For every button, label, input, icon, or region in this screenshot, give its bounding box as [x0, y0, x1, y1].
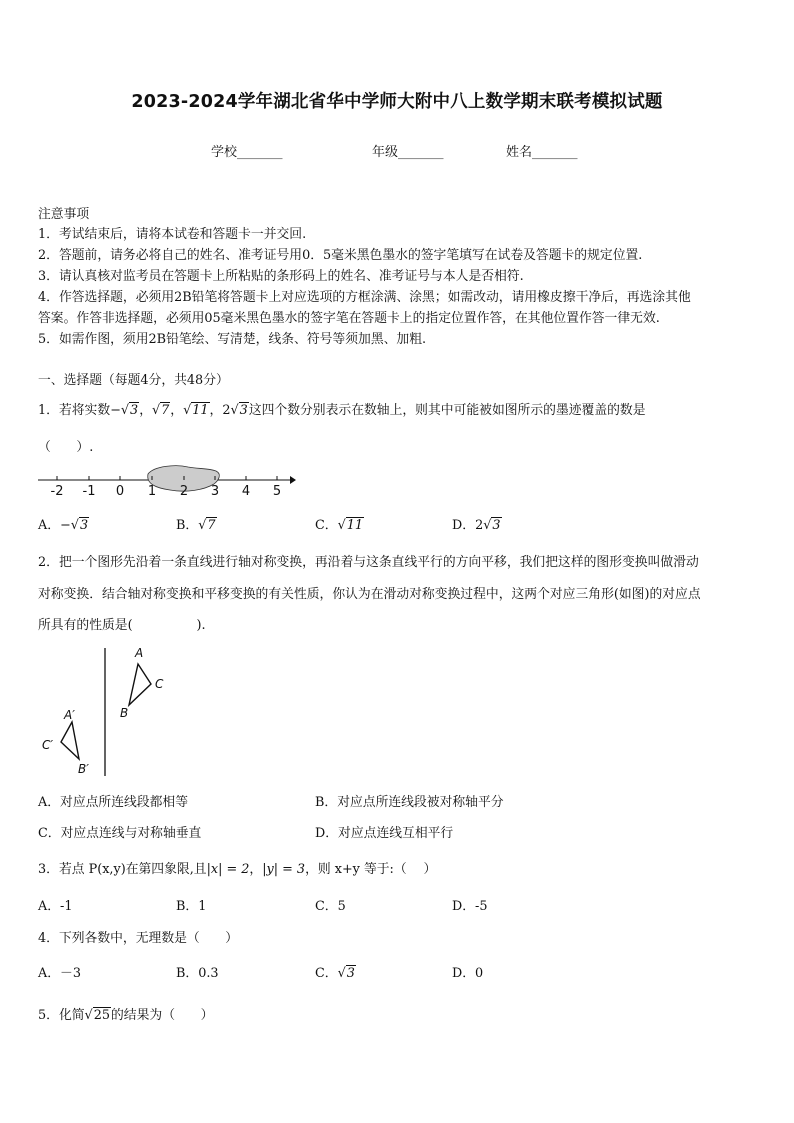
q3-option-d[interactable]: D．-5 — [452, 899, 488, 914]
q1-prefix: 1．若将实数 — [38, 403, 111, 418]
abs-x-expression: |x| = 2 — [206, 862, 250, 877]
label-a-prime: A′ — [64, 708, 75, 722]
tick-label: 0 — [115, 484, 125, 499]
q2-option-a[interactable]: A．对应点所连线段都相等 — [38, 795, 189, 810]
sqrt-expression: √3 — [120, 403, 139, 418]
notice-item: 2．答题前，请务必将自己的姓名、准考证号用0．5毫米黑色墨水的签字笔填写在试卷及答题卡的规定位置. — [38, 248, 643, 263]
q4-option-a[interactable]: A．－3 — [38, 966, 81, 981]
sqrt-expression: √7 — [151, 403, 170, 418]
q1-option-b[interactable]: B．√7 — [176, 518, 216, 533]
q2-line-3: 所具有的性质是( ). — [38, 618, 206, 633]
minus-sign: − — [110, 403, 121, 418]
q2-line-1: 2．把一个图形先沿着一条直线进行轴对称变换，再沿着与这条直线平行的方向平移，我们把这样的图形变换叫做滑动 — [38, 555, 699, 570]
triangle-abc — [129, 664, 151, 705]
tick-label: -1 — [82, 484, 96, 499]
triangle-abc-prime — [61, 722, 79, 759]
sqrt-expression: √25 — [84, 1008, 110, 1023]
page-title: 2023-2024学年湖北省华中学师大附中八上数学期末联考模拟试题 — [131, 92, 663, 112]
notice-item: 4．作答选择题，必须用2B铅笔将答题卡上对应选项的方框涂满、涂黑；如需改动，请用橡皮擦干净后，再选涂其他 — [38, 290, 691, 305]
label-a: A — [135, 646, 144, 660]
question-4-text: 4．下列各数中，无理数是（ ） — [38, 931, 239, 946]
school-field[interactable]: 学校_______ — [211, 145, 283, 160]
q2-option-d[interactable]: D．对应点连线互相平行 — [315, 826, 454, 841]
q4-option-c[interactable]: C．√3 — [315, 966, 355, 981]
tick-label: 3 — [210, 484, 220, 499]
question-1-text: 1．若将实数−√3，√7，√11，2√3这四个数分别表示在数轴上，则其中可能被如图所示的墨迹覆盖的数是 — [38, 403, 646, 418]
label-b: B — [120, 706, 129, 720]
notice-item: 答案。作答非选择题，必须用05毫米黑色墨水的签字笔在答题卡上的指定位置作答，在其他位置作答一律无效. — [38, 311, 660, 326]
question-3-text: 3．若点 P(x,y)在第四象限,且|x| = 2，|y| = 3，则 x+y 等于:（ ） — [38, 862, 437, 877]
q1-option-c[interactable]: C．√11 — [315, 518, 364, 533]
label-c: C — [155, 677, 164, 691]
notice-heading: 注意事项 — [38, 207, 90, 222]
q1-option-d[interactable]: D．2√3 — [452, 518, 501, 533]
grade-field[interactable]: 年级_______ — [372, 145, 444, 160]
number-line-figure — [36, 462, 298, 500]
name-field[interactable]: 姓名_______ — [506, 145, 578, 160]
q3-option-c[interactable]: C．5 — [315, 899, 346, 914]
q1-paren: （ ）. — [38, 440, 94, 455]
glide-reflection-figure — [38, 642, 178, 782]
sqrt-expression: √11 — [183, 403, 209, 418]
abs-y-expression: |y| = 3 — [262, 862, 306, 877]
tick-label: 4 — [241, 484, 251, 499]
label-c-prime: C′ — [42, 738, 54, 752]
tick-label: -2 — [50, 484, 64, 499]
q2-line-2: 对称变换．结合轴对称变换和平移变换的有关性质，你认为在滑动对称变换过程中，这两个对应三角形(如图)的对应点 — [38, 587, 701, 602]
section-heading: 一、选择题（每题4分，共48分） — [38, 373, 229, 388]
q3-option-a[interactable]: A．-1 — [38, 899, 73, 914]
arrow-icon — [290, 476, 296, 484]
tick-label: 5 — [272, 484, 282, 499]
notice-item: 3．请认真核对监考员在答题卡上所粘贴的条形码上的姓名、准考证号与本人是否相符. — [38, 269, 524, 284]
notice-item: 5．如需作图，须用2B铅笔绘、写清楚，线条、符号等须加黑、加粗. — [38, 332, 427, 347]
label-b-prime: B′ — [78, 762, 89, 776]
tick-label: 1 — [147, 484, 157, 499]
q3-option-b[interactable]: B．1 — [176, 899, 207, 914]
q1-suffix: 这四个数分别表示在数轴上，则其中可能被如图所示的墨迹覆盖的数是 — [248, 403, 646, 418]
q4-option-d[interactable]: D．0 — [452, 966, 484, 981]
q2-option-c[interactable]: C．对应点连线与对称轴垂直 — [38, 826, 202, 841]
tick-label: 2 — [179, 484, 189, 499]
question-5-text: 5．化简√25的结果为（ ） — [38, 1008, 214, 1023]
sqrt-expression: √3 — [230, 403, 248, 418]
q1-option-a[interactable]: A．−√3 — [38, 518, 89, 533]
q2-option-b[interactable]: B．对应点所连线段被对称轴平分 — [315, 795, 504, 810]
q4-option-b[interactable]: B．0.3 — [176, 966, 219, 981]
notice-item: 1．考试结束后，请将本试卷和答题卡一并交回. — [38, 227, 307, 242]
